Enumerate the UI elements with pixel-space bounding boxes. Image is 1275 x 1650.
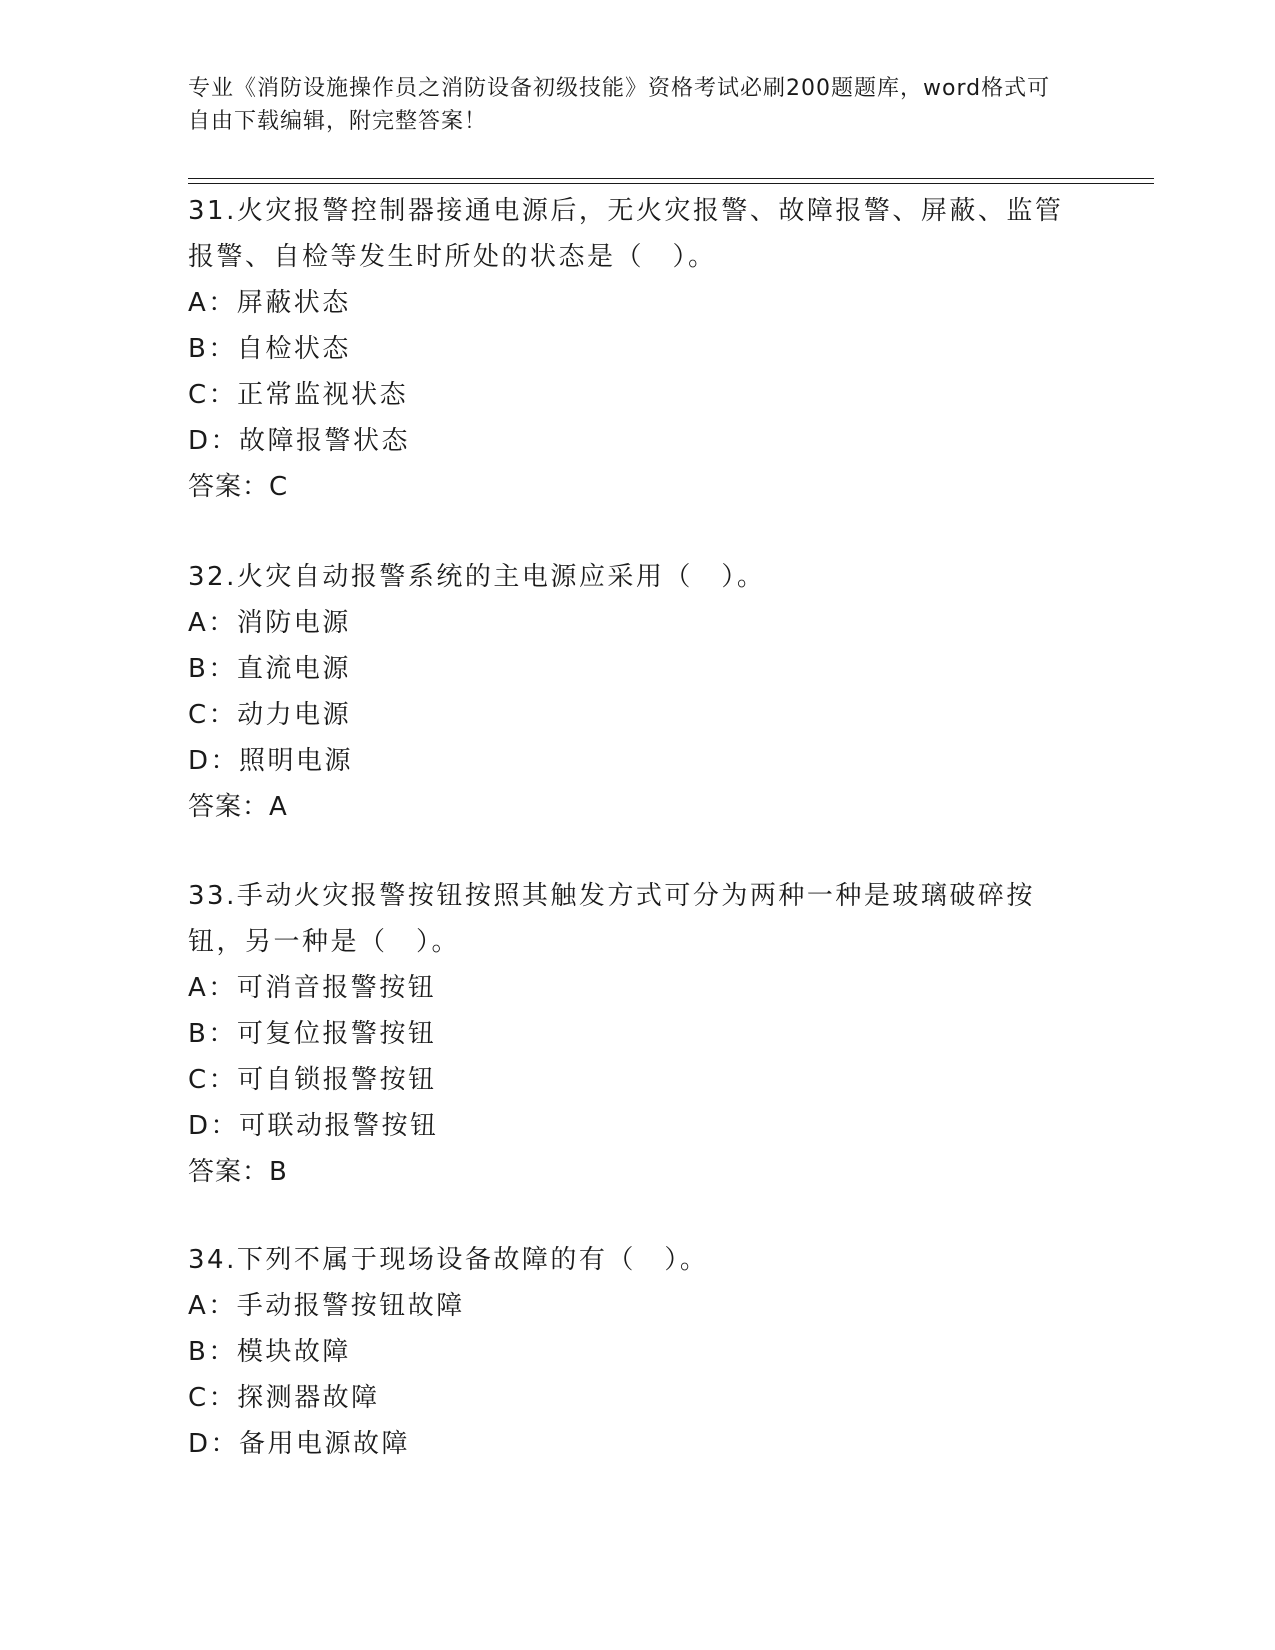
option-a: A：可消音报警按钮 [188,973,437,1003]
option-d: D：故障报警状态 [188,426,411,456]
question-stem: 33.手动火灾报警按钮按照其触发方式可分为两种一种是玻璃破碎按钮，另一种是（ ）。 [188,881,1035,957]
option-d: D：备用电源故障 [188,1429,411,1459]
question-33 [188,873,1088,1195]
option-b: B：可复位报警按钮 [188,1019,437,1049]
option-d: D：照明电源 [188,746,354,776]
option-a: A：消防电源 [188,608,351,638]
option-c: C：动力电源 [188,700,352,730]
document-header: 专业《消防设施操作员之消防设备初级技能》资格考试必刷200题题库，word格式可自由下载编辑，附完整答案！ [188,76,1051,134]
header-divider-top [188,178,1154,179]
answer: 答案：B [188,1157,288,1187]
header-divider-bottom [188,183,1154,184]
option-c: C：可自锁报警按钮 [188,1065,437,1095]
option-b: B：自检状态 [188,334,351,364]
question-31 [188,188,1088,510]
option-a: A：屏蔽状态 [188,288,351,318]
option-d: D：可联动报警按钮 [188,1111,439,1141]
option-a: A：手动报警按钮故障 [188,1291,465,1321]
question-stem: 31.火灾报警控制器接通电源后，无火灾报警、故障报警、屏蔽、监管报警、自检等发生时所处的状态是（ ）。 [188,196,1064,272]
option-b: B：模块故障 [188,1337,351,1367]
question-stem: 34.下列不属于现场设备故障的有（ ）。 [188,1245,709,1275]
question-34 [188,1237,1088,1467]
answer: 答案：A [188,792,288,822]
option-c: C：正常监视状态 [188,380,409,410]
option-b: B：直流电源 [188,654,351,684]
answer: 答案：C [188,472,289,502]
question-32 [188,554,1088,830]
question-stem: 32.火灾自动报警系统的主电源应采用（ ）。 [188,562,766,592]
option-c: C：探测器故障 [188,1383,380,1413]
